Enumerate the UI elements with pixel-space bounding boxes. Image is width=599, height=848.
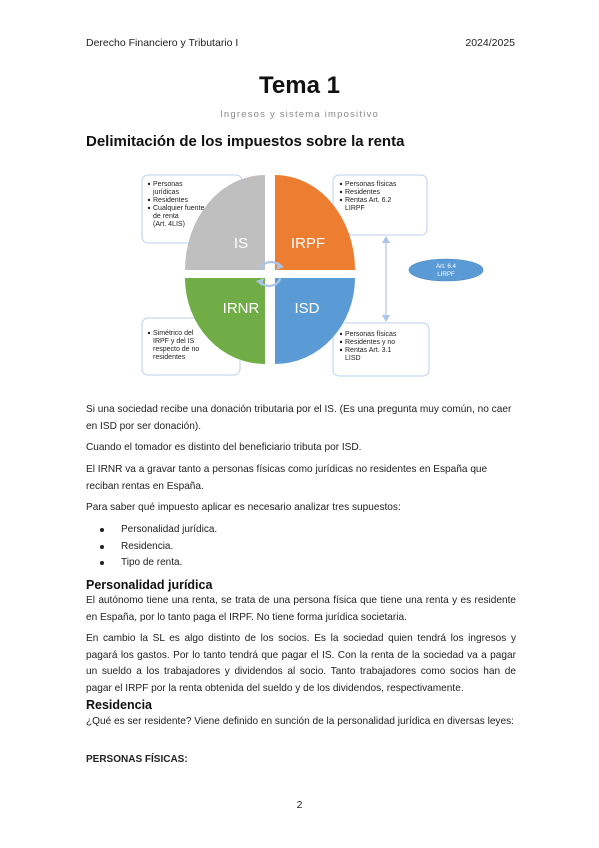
label-personas-fisicas: PERSONAS FÍSICAS: <box>86 754 188 765</box>
box-isd-line: Rentas Art. 3.1 <box>345 347 392 354</box>
header-year: 2024/2025 <box>465 37 515 49</box>
box-irpf-line: LIRPF <box>345 205 365 212</box>
box-is-line: Cualquier fuente <box>153 205 205 212</box>
page-number: 2 <box>296 799 303 811</box>
box-irnr-line: respecto de no <box>153 346 200 353</box>
box-is-line: Residentes <box>153 197 189 204</box>
box-is-line: (Art. 4LIS) <box>153 221 185 228</box>
box-irnr-line: IRPF y del IS <box>153 338 195 345</box>
box-isd-line: Personas físicas <box>345 331 397 338</box>
box-is-line: de renta <box>153 213 179 220</box>
quadrant-label-irpf: IRPF <box>290 235 326 252</box>
oval-line: Art. 6.4 <box>436 263 456 270</box>
paragraph: ¿Qué es ser residente? Viene definido en sunción de la personalidad jurídica en diversas leyes: <box>86 716 514 727</box>
bullet-icon <box>100 545 104 549</box>
heading-residencia: Residencia <box>86 698 153 712</box>
quadrant-label-isd: ISD <box>294 300 320 317</box>
box-irnr-line: Simétrico del <box>153 330 194 337</box>
paragraph: Para saber qué impuesto aplicar es necesario analizar tres supuestos: <box>86 502 401 513</box>
box-isd-line: LISD <box>345 355 361 362</box>
heading-personalidad: Personalidad jurídica <box>86 578 213 592</box>
box-irpf-line: Rentas Art. 6.2 <box>345 197 392 204</box>
page-title: Tema 1 <box>259 72 340 99</box>
paragraph: Cuando el tomador es distinto del beneficiario tributa por ISD. <box>86 442 362 453</box>
box-irpf-line: Personas físicas <box>345 181 397 188</box>
box-is-line: Personas <box>153 181 183 188</box>
section-title: Delimitación de los impuestos sobre la renta <box>86 133 405 150</box>
box-irpf-line: Residentes <box>345 189 381 196</box>
paragraph: Si una sociedad recibe una donación tributaria por el IS. (Es una pregunta muy común, no caer en ISD por ser donación). <box>86 404 512 432</box>
page-subtitle: Ingresos y sistema impositivo <box>220 109 379 120</box>
quadrant-label-is: IS <box>233 235 249 252</box>
bullet-icon <box>100 561 104 565</box>
oval-line: LIRPF <box>437 271 455 278</box>
paragraph: En cambio la SL es algo distinto de los socios. Es la sociedad quien tendrá los ingresos y pagará los gastos. Por lo tanto tendrá que pagar el IS. Con la renta de la sociedad va a pagar un sueldo a los trabajadores y dividendos al socio. Tanto trabajadores como socios han de pagar el IRPF por la renta obtenida del sueldo y de los dividendos, respectivamente. <box>86 633 516 694</box>
box-irnr-line: residentes <box>153 354 186 361</box>
bullet-icon <box>100 528 104 532</box>
header-course: Derecho Financiero y Tributario I <box>86 37 239 49</box>
taxes-diagram <box>140 170 490 380</box>
paragraph: El autónomo tiene una renta, se trata de una persona física que tiene una renta y es residente en España, por lo tanto paga el IRPF. No tiene forma jurídica societaria. <box>86 595 516 623</box>
quadrant-pie <box>185 175 355 364</box>
box-is-line: jurídicas <box>153 189 180 196</box>
quadrant-label-irnr: IRNR <box>222 300 260 317</box>
paragraph: El IRNR va a gravar tanto a personas físicas como jurídicas no residentes en España que reciban rentas en España. <box>86 464 488 492</box>
double-arrow-icon <box>382 236 390 322</box>
box-isd-line: Residentes y no <box>345 339 396 346</box>
